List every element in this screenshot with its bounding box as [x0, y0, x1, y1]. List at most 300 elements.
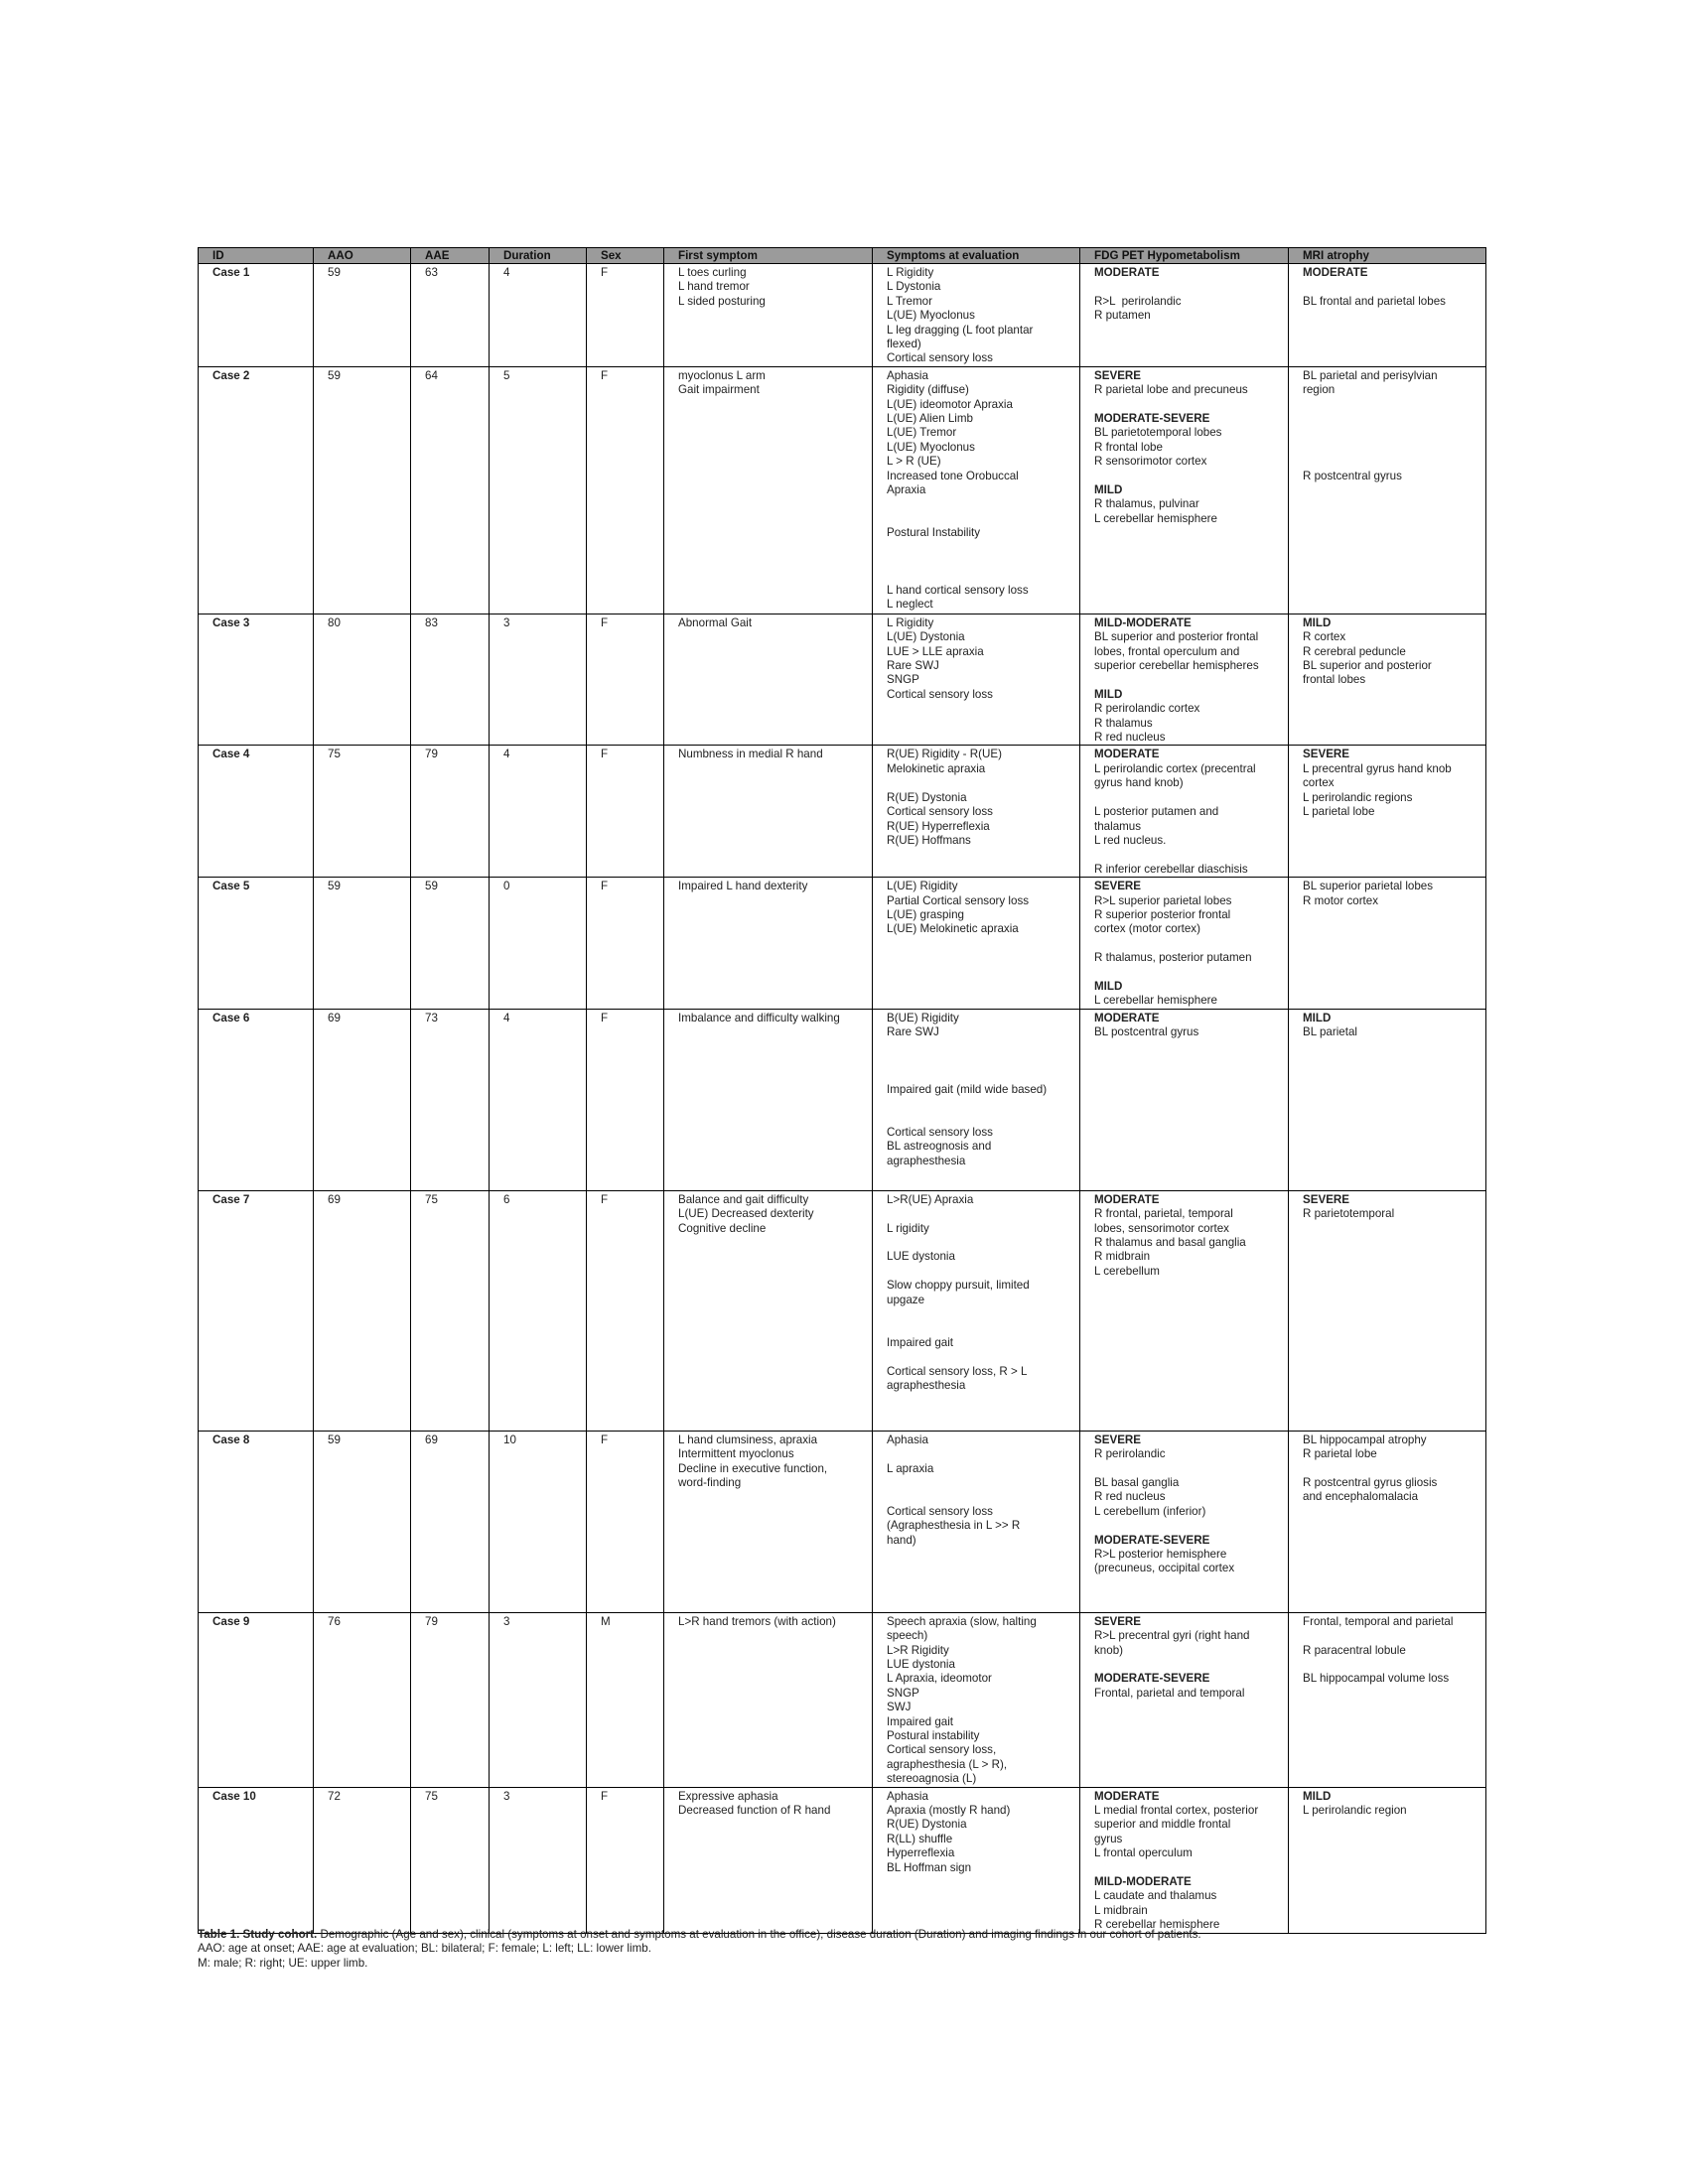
cell-line: SEVERE — [1094, 368, 1142, 382]
cell-line: R(UE) Hyperreflexia — [887, 819, 990, 833]
cell-line: BL basal ganglia — [1094, 1475, 1180, 1489]
caption-abbreviations-1: AAO: age at onset; AAE: age at evaluation; BL: bilateral; F: female; L: left; LL: lower limb. — [198, 1942, 651, 1956]
cell-fdg-pet — [1080, 1431, 1289, 1612]
cell-line: L > R (UE) — [887, 455, 941, 469]
cell-duration: 10 — [490, 1431, 587, 1612]
cell-line: L parietal lobe — [1303, 805, 1375, 819]
cell-line: superior cerebellar hemispheres — [1094, 659, 1259, 673]
cell-symptoms-at-evaluation — [873, 1431, 1080, 1612]
cell-line — [887, 1054, 1075, 1068]
cell-line: knob) — [1094, 1643, 1124, 1657]
cell-line: L(UE) Alien Limb — [887, 412, 973, 426]
table-row — [199, 1009, 1486, 1190]
cell-line — [1094, 1462, 1284, 1476]
caption-text: Demographic (Age and sex), clinical (symptoms at onset and symptoms at evaluation in the office), disease duration (Duration) and imaging findings in our cohort of patients. — [317, 1928, 1201, 1941]
cell-line: R>L posterior hemisphere — [1094, 1547, 1227, 1561]
cell-line: upgaze — [887, 1293, 925, 1306]
cell-line: L(UE) Myoclonus — [887, 440, 975, 454]
cell-first-symptom — [664, 614, 873, 746]
cell-aae: 64 — [411, 366, 490, 614]
cell-line: R>L precentral gyri (right hand — [1094, 1629, 1250, 1643]
cell-aae: 59 — [411, 878, 490, 1010]
cell-mri-atrophy — [1289, 1009, 1486, 1190]
cell-fdg-pet — [1080, 366, 1289, 614]
cell-symptoms-at-evaluation — [873, 878, 1080, 1010]
cell-line: R parietotemporal — [1303, 1207, 1395, 1221]
cell-line — [887, 541, 1075, 555]
cell-symptoms-at-evaluation — [873, 614, 1080, 746]
cell-line: MILD — [1303, 615, 1332, 629]
cell-mri-atrophy — [1289, 614, 1486, 746]
cell-duration: 3 — [490, 614, 587, 746]
cell-line: LUE dystonia — [887, 1250, 955, 1264]
cell-line: MODERATE — [1094, 748, 1160, 761]
cell-line: L perirolandic regions — [1303, 790, 1413, 804]
cell-duration: 4 — [490, 746, 587, 878]
cell-id: Case 7 — [199, 1190, 314, 1431]
cell-first-symptom — [664, 746, 873, 878]
cell-mri-atrophy — [1289, 1190, 1486, 1431]
cell-line — [887, 1097, 1075, 1111]
cell-line: L(UE) Tremor — [887, 426, 957, 440]
table-row — [199, 614, 1486, 746]
cell-line: BL superior parietal lobes — [1303, 880, 1434, 893]
cell-line: SEVERE — [1303, 748, 1350, 761]
cell-id: Case 1 — [199, 264, 314, 367]
cell-line: thalamus — [1094, 819, 1142, 833]
cell-line: R>L perirolandic — [1094, 294, 1182, 308]
cell-line: R(UE) Dystonia — [887, 790, 967, 804]
cell-line: Partial Cortical sensory loss — [887, 893, 1030, 907]
cell-line: MODERATE — [1094, 1789, 1160, 1803]
table-caption — [198, 1928, 1488, 1971]
table-row — [199, 1190, 1486, 1431]
table-row — [199, 878, 1486, 1010]
cell-symptoms-at-evaluation — [873, 1190, 1080, 1431]
cell-line — [1094, 791, 1284, 805]
col-header-first-symptom: First symptom — [664, 248, 873, 264]
cell-fdg-pet — [1080, 878, 1289, 1010]
cell-duration: 3 — [490, 1612, 587, 1787]
cell-line: Cortical sensory loss — [887, 687, 993, 701]
col-header-id: ID — [199, 248, 314, 264]
cell-first-symptom — [664, 1612, 873, 1787]
cell-symptoms-at-evaluation — [873, 264, 1080, 367]
cell-line: L red nucleus. — [1094, 833, 1167, 847]
cell-line: L midbrain — [1094, 1903, 1148, 1917]
cell-sex: F — [587, 746, 664, 878]
cell-id: Case 3 — [199, 614, 314, 746]
table-row — [199, 1612, 1486, 1787]
cell-line: MILD-MODERATE — [1094, 615, 1192, 629]
cell-line: R thalamus and basal ganglia — [1094, 1235, 1246, 1249]
col-header-fdg-pet: FDG PET Hypometabolism — [1080, 248, 1289, 264]
cell-line: Postural instability — [887, 1728, 980, 1742]
cell-line: BL Hoffman sign — [887, 1860, 972, 1874]
cell-line: L(UE) grasping — [887, 907, 964, 921]
cell-line: Impaired gait — [887, 1714, 954, 1728]
cell-duration: 4 — [490, 1009, 587, 1190]
cell-symptoms-at-evaluation — [873, 1009, 1080, 1190]
cell-line — [1303, 455, 1481, 469]
cell-aae: 79 — [411, 1612, 490, 1787]
cell-line: agraphesthesia — [887, 1378, 966, 1392]
cell-line: R perirolandic cortex — [1094, 702, 1200, 716]
cell-line: MILD — [1303, 1789, 1332, 1803]
cell-line: R midbrain — [1094, 1250, 1151, 1264]
cell-first-symptom — [664, 878, 873, 1010]
cell-line: MODERATE — [1303, 266, 1368, 279]
cell-line: Decline in executive function, — [678, 1461, 828, 1475]
cell-line: L Rigidity — [887, 615, 934, 629]
cell-line — [1303, 280, 1481, 294]
cell-line: L(UE) Decreased dexterity — [678, 1207, 814, 1221]
cell-duration: 4 — [490, 264, 587, 367]
cell-line: L(UE) Rigidity — [887, 880, 958, 893]
cell-line: L rigidity — [887, 1221, 929, 1235]
cell-line: L perirolandic cortex (precentral — [1094, 761, 1256, 775]
cell-line — [887, 1236, 1075, 1250]
cell-first-symptom — [664, 366, 873, 614]
cell-line: and encephalomalacia — [1303, 1490, 1419, 1504]
cell-aao: 69 — [314, 1190, 411, 1431]
cell-line — [1303, 441, 1481, 455]
cell-line: Cortical sensory loss — [887, 1125, 993, 1139]
cell-line: B(UE) Rigidity — [887, 1011, 959, 1024]
cell-line: L frontal operculum — [1094, 1846, 1193, 1860]
cell-line: R thalamus — [1094, 716, 1153, 730]
cell-line: R(LL) shuffle — [887, 1832, 953, 1845]
cell-line: Apraxia (mostly R hand) — [887, 1804, 1011, 1818]
cell-line: cortex (motor cortex) — [1094, 922, 1200, 936]
cell-line: BL parietal — [1303, 1025, 1357, 1039]
cell-line: SNGP — [887, 1686, 919, 1700]
table-row — [199, 1431, 1486, 1612]
cell-line: R sensorimotor cortex — [1094, 455, 1207, 469]
cell-line: L Tremor — [887, 294, 932, 308]
cell-line: superior and middle frontal — [1094, 1818, 1231, 1832]
cell-line — [887, 1321, 1075, 1335]
study-cohort-table — [198, 247, 1486, 1934]
cell-line: Aphasia — [887, 368, 928, 382]
cell-symptoms-at-evaluation — [873, 1612, 1080, 1787]
cell-line: frontal lobes — [1303, 673, 1366, 687]
cell-aao: 59 — [314, 264, 411, 367]
cell-line: Increased tone Orobuccal — [887, 469, 1019, 482]
cell-id: Case 4 — [199, 746, 314, 878]
cell-line: word-finding — [678, 1475, 742, 1489]
cell-fdg-pet — [1080, 1787, 1289, 1933]
cell-line: MILD-MODERATE — [1094, 1875, 1192, 1889]
cell-line: L neglect — [887, 598, 933, 612]
cell-line: stereoagnosia (L) — [887, 1772, 977, 1786]
cell-line — [1094, 937, 1284, 951]
cell-line: Postural Instability — [887, 526, 981, 540]
cell-line: L leg dragging (L foot plantar — [887, 323, 1034, 337]
cell-line: cortex — [1303, 776, 1335, 790]
cell-line: L Apraxia, ideomotor — [887, 1672, 992, 1686]
cell-duration: 3 — [490, 1787, 587, 1933]
cell-line — [1303, 1462, 1481, 1476]
cell-line: Cortical sensory loss, — [887, 1743, 997, 1757]
cell-line: L cerebellar hemisphere — [1094, 994, 1217, 1008]
cell-symptoms-at-evaluation — [873, 366, 1080, 614]
cell-line: R cerebral peduncle — [1303, 644, 1406, 658]
cell-line: BL postcentral gyrus — [1094, 1025, 1199, 1039]
cell-line: Decreased function of R hand — [678, 1804, 831, 1818]
table-row — [199, 746, 1486, 878]
cell-duration: 5 — [490, 366, 587, 614]
table-row — [199, 264, 1486, 367]
cell-id: Case 5 — [199, 878, 314, 1010]
cell-line: L(UE) Myoclonus — [887, 309, 975, 323]
cell-line: L hand cortical sensory loss — [887, 583, 1029, 597]
cell-line — [887, 1068, 1075, 1082]
cell-line: L(UE) Dystonia — [887, 630, 965, 644]
cell-fdg-pet — [1080, 1190, 1289, 1431]
cell-line: L Rigidity — [887, 266, 934, 279]
cell-id: Case 6 — [199, 1009, 314, 1190]
cell-line: MILD — [1094, 483, 1123, 497]
cell-line — [887, 1447, 1075, 1461]
col-header-sex: Sex — [587, 248, 664, 264]
cell-first-symptom — [664, 1431, 873, 1612]
cell-line — [1094, 398, 1284, 412]
cell-line: L>R Rigidity — [887, 1643, 949, 1657]
cell-line — [1094, 280, 1284, 294]
cell-line — [887, 1112, 1075, 1126]
cell-sex: F — [587, 366, 664, 614]
cell-line: Frontal, parietal and temporal — [1094, 1686, 1245, 1700]
cell-line: LUE > LLE apraxia — [887, 644, 984, 658]
cell-sex: F — [587, 878, 664, 1010]
cell-line: Speech apraxia (slow, halting — [887, 1614, 1037, 1628]
cell-line: MILD — [1094, 687, 1123, 701]
cell-line: R(UE) Dystonia — [887, 1818, 967, 1832]
cell-aao: 72 — [314, 1787, 411, 1933]
cell-line: R red nucleus — [1094, 731, 1166, 745]
cell-line: SEVERE — [1303, 1192, 1350, 1206]
cell-line: Frontal, temporal and parietal — [1303, 1614, 1454, 1628]
cell-id: Case 8 — [199, 1431, 314, 1612]
cell-line: BL parietotemporal lobes — [1094, 426, 1222, 440]
cell-line — [1303, 1658, 1481, 1672]
cell-line: gyrus — [1094, 1832, 1123, 1845]
cell-line: MODERATE — [1094, 1011, 1160, 1024]
cell-line: gyrus hand knob) — [1094, 776, 1184, 790]
cell-line: MILD — [1094, 979, 1123, 993]
col-header-aae: AAE — [411, 248, 490, 264]
cell-line: Numbness in medial R hand — [678, 748, 823, 761]
cell-line: Cortical sensory loss — [887, 1504, 993, 1518]
cell-sex: M — [587, 1612, 664, 1787]
cell-mri-atrophy — [1289, 264, 1486, 367]
cell-line: L caudate and thalamus — [1094, 1889, 1217, 1903]
cell-sex: F — [587, 1431, 664, 1612]
cell-line: MILD — [1303, 1011, 1332, 1024]
cell-line: R frontal, parietal, temporal — [1094, 1207, 1233, 1221]
cell-line: R>L superior parietal lobes — [1094, 893, 1232, 907]
cell-first-symptom — [664, 1009, 873, 1190]
cell-line: L cerebellum (inferior) — [1094, 1504, 1206, 1518]
cell-line: L sided posturing — [678, 294, 766, 308]
cell-line: Hyperreflexia — [887, 1846, 955, 1860]
cell-mri-atrophy — [1289, 1612, 1486, 1787]
cell-line: lobes, sensorimotor cortex — [1094, 1221, 1229, 1235]
cell-first-symptom — [664, 1787, 873, 1933]
cell-line: Melokinetic apraxia — [887, 761, 986, 775]
cell-line: R(UE) Hoffmans — [887, 833, 971, 847]
cell-line: L hand clumsiness, apraxia — [678, 1433, 818, 1446]
table-row — [199, 366, 1486, 614]
cell-line: BL astreognosis and — [887, 1140, 992, 1154]
cell-aae: 79 — [411, 746, 490, 878]
cell-line: R thalamus, pulvinar — [1094, 497, 1199, 511]
cell-line: Balance and gait difficulty — [678, 1192, 809, 1206]
cell-line: Impaired gait — [887, 1335, 954, 1349]
cell-line — [887, 776, 1075, 790]
cell-mri-atrophy — [1289, 1787, 1486, 1933]
cell-line: BL hippocampal atrophy — [1303, 1433, 1427, 1446]
cell-duration: 6 — [490, 1190, 587, 1431]
cell-id: Case 9 — [199, 1612, 314, 1787]
caption-abbreviations-2: M: male; R: right; UE: upper limb. — [198, 1956, 368, 1970]
cell-symptoms-at-evaluation — [873, 1787, 1080, 1933]
cell-line — [1094, 966, 1284, 980]
cell-line: MODERATE-SEVERE — [1094, 1672, 1210, 1686]
cell-line — [887, 512, 1075, 526]
cell-line — [1094, 1519, 1284, 1533]
cell-line: Cortical sensory loss — [887, 351, 993, 365]
col-header-aao: AAO — [314, 248, 411, 264]
cell-aao: 69 — [314, 1009, 411, 1190]
cell-line: L perirolandic region — [1303, 1804, 1407, 1818]
cell-line — [1094, 470, 1284, 483]
col-header-duration: Duration — [490, 248, 587, 264]
cell-line: R postcentral gyrus gliosis — [1303, 1475, 1438, 1489]
cell-line: SEVERE — [1094, 880, 1142, 893]
cell-id: Case 10 — [199, 1787, 314, 1933]
cell-line: BL frontal and parietal lobes — [1303, 294, 1446, 308]
table-header-row — [199, 248, 1486, 264]
cell-line: R putamen — [1094, 309, 1151, 323]
cell-line: Rare SWJ — [887, 1025, 939, 1039]
cell-aae: 73 — [411, 1009, 490, 1190]
cell-line: L toes curling — [678, 266, 747, 279]
cell-line: Imbalance and difficulty walking — [678, 1011, 840, 1024]
cell-line: MODERATE — [1094, 1192, 1160, 1206]
caption-title: Table 1. Study cohort. — [198, 1928, 318, 1941]
cell-line: BL hippocampal volume loss — [1303, 1672, 1450, 1686]
cell-sex: F — [587, 1190, 664, 1431]
cell-line: L>R(UE) Apraxia — [887, 1192, 974, 1206]
cell-line — [887, 1490, 1075, 1504]
cell-line — [1303, 426, 1481, 440]
cell-line: MODERATE-SEVERE — [1094, 1533, 1210, 1547]
cell-sex: F — [587, 1009, 664, 1190]
cell-line: L precentral gyrus hand knob — [1303, 761, 1452, 775]
cell-line — [1303, 1629, 1481, 1643]
cell-aae: 75 — [411, 1787, 490, 1933]
cell-line: L cerebellar hemisphere — [1094, 511, 1217, 525]
cell-fdg-pet — [1080, 1612, 1289, 1787]
table-body — [199, 264, 1486, 1934]
cell-line: speech) — [887, 1629, 928, 1643]
cell-fdg-pet — [1080, 264, 1289, 367]
cell-line: agraphesthesia — [887, 1154, 966, 1167]
cell-id: Case 2 — [199, 366, 314, 614]
cell-aae: 75 — [411, 1190, 490, 1431]
cell-line — [887, 1350, 1075, 1364]
cell-line: (Agraphesthesia in L >> R — [887, 1519, 1021, 1533]
cell-duration: 0 — [490, 878, 587, 1010]
cell-fdg-pet — [1080, 746, 1289, 878]
cell-line: R paracentral lobule — [1303, 1643, 1406, 1657]
cell-aae: 63 — [411, 264, 490, 367]
cell-line: (precuneus, occipital cortex — [1094, 1562, 1235, 1575]
cell-line: L Dystonia — [887, 280, 941, 294]
cell-line: R cortex — [1303, 630, 1346, 644]
cell-line: agraphesthesia (L > R), — [887, 1757, 1008, 1771]
cell-line: R red nucleus — [1094, 1490, 1166, 1504]
cell-line: Impaired gait (mild wide based) — [887, 1082, 1048, 1096]
cell-first-symptom — [664, 264, 873, 367]
cell-line: Cortical sensory loss — [887, 805, 993, 819]
cell-line: Cortical sensory loss, R > L — [887, 1364, 1028, 1378]
cell-line: LUE dystonia — [887, 1657, 955, 1671]
cell-line: MODERATE-SEVERE — [1094, 412, 1210, 426]
table-row — [199, 1787, 1486, 1933]
cell-line: R thalamus, posterior putamen — [1094, 951, 1252, 965]
cell-line: Aphasia — [887, 1789, 928, 1803]
cell-line: R parietal lobe and precuneus — [1094, 383, 1248, 397]
cell-line: R cerebellar hemisphere — [1094, 1918, 1220, 1932]
cell-line: L(UE) Melokinetic apraxia — [887, 922, 1019, 936]
cell-line — [887, 555, 1075, 569]
cell-line — [887, 1040, 1075, 1054]
cell-first-symptom — [664, 1190, 873, 1431]
col-header-mri-atrophy: MRI atrophy — [1289, 248, 1486, 264]
cell-line — [887, 569, 1075, 583]
cell-symptoms-at-evaluation — [873, 746, 1080, 878]
cell-aae: 83 — [411, 614, 490, 746]
cell-line: SWJ — [887, 1701, 912, 1714]
cell-mri-atrophy — [1289, 366, 1486, 614]
cell-line: hand) — [887, 1533, 916, 1547]
cell-fdg-pet — [1080, 614, 1289, 746]
cell-line: Abnormal Gait — [678, 615, 753, 629]
cell-line: L cerebellum — [1094, 1264, 1160, 1278]
cell-aao: 59 — [314, 1431, 411, 1612]
cell-sex: F — [587, 264, 664, 367]
cell-line: region — [1303, 383, 1336, 397]
col-header-symptoms-at-evaluation: Symptoms at evaluation — [873, 248, 1080, 264]
cell-line: R frontal lobe — [1094, 440, 1163, 454]
cell-mri-atrophy — [1289, 1431, 1486, 1612]
cell-line — [887, 1207, 1075, 1221]
cell-line: BL superior and posterior frontal — [1094, 630, 1259, 644]
cell-aae: 69 — [411, 1431, 490, 1612]
cell-line — [1094, 673, 1284, 687]
cell-line: L medial frontal cortex, posterior — [1094, 1804, 1259, 1818]
cell-line: R motor cortex — [1303, 893, 1379, 907]
cell-line — [1094, 1861, 1284, 1875]
cell-line: SEVERE — [1094, 1433, 1142, 1446]
cell-line: R inferior cerebellar diaschisis — [1094, 862, 1248, 876]
cell-line — [887, 1476, 1075, 1490]
cell-line: Aphasia — [887, 1433, 928, 1446]
cell-sex: F — [587, 1787, 664, 1933]
